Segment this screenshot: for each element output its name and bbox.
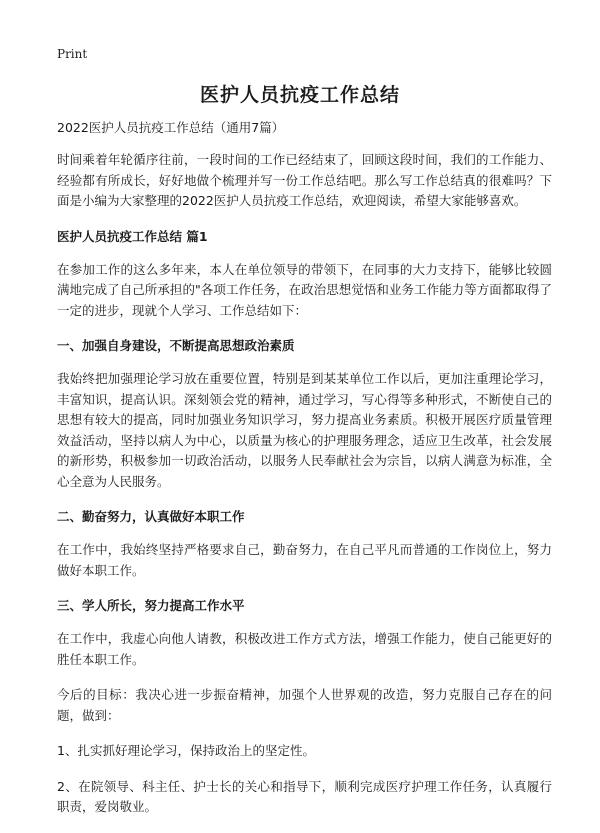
section1-paragraph: 我始终把加强理论学习放在重要位置，特别是到某某单位工作以后，更加注重理论学习，丰富知识，提高认识。深刻领会党的精神，通过学习，写心得等多种形式，不断使自己的思想有较大的提高，同时加强业务知识学习，努力提高业务素质。积极开展医疗质量管理效益活动，坚持以病人为中心，以质量为核心的护理服务理念，适应卫生改革，社会发展的新形势，积极参加一切政治活动，以服务人民奉献社会为宗旨，以病人满意为标准，全心全意为人民服务。 xyxy=(57,371,552,489)
document-subtitle: 2022医护人员抗疫工作总结（通用7篇） xyxy=(57,120,285,135)
print-label: Print xyxy=(57,47,88,61)
part1-intro-paragraph: 在参加工作的这么多年来，本人在单位领导的带领下，在同事的大力支持下，能够比较圆满地完成了自己所承担的"各项工作任务，在政治思想觉悟和业务工作能力等方面都取得了一定的进步，现就个人学习、工作总结如下： xyxy=(57,261,552,318)
section2-heading: 二、勤奋努力，认真做好本职工作 xyxy=(57,509,245,524)
part1-heading: 医护人员抗疫工作总结 篇1 xyxy=(57,228,208,244)
section3-paragraph: 在工作中，我虚心向他人请教，积极改进工作方式方法，增强工作能力，使自己能更好的胜任本职工作。 xyxy=(57,631,552,667)
intro-paragraph: 时间乘着年轮循序往前，一段时间的工作已经结束了，回顾这段时间，我们的工作能力、经验都有所成长，好好地做个梳理并写一份工作总结吧。那么写工作总结真的很难吗？下面是小编为大家整理的2022医护人员抗疫工作总结，欢迎阅读，希望大家能够喜欢。 xyxy=(57,152,552,208)
goal-item-2: 2、在院领导、科主任、护士长的关心和指导下，顺利完成医疗护理工作任务，认真履行职责，爱岗敬业。 xyxy=(57,778,552,814)
section1-heading: 一、加强自身建设，不断提高思想政治素质 xyxy=(57,338,295,353)
section2-paragraph: 在工作中，我始终坚持严格要求自己，勤奋努力，在自己平凡而普通的工作岗位上，努力做好本职工作。 xyxy=(57,542,552,578)
section3-heading: 三、学人所长，努力提高工作水平 xyxy=(57,598,245,613)
document-body xyxy=(57,118,552,833)
goal-item-1: 1、扎实抓好理论学习，保持政治上的坚定性。 xyxy=(57,743,315,758)
goals-intro-paragraph: 今后的目标：我决心进一步振奋精神，加强个人世界观的改造，努力克服自己存在的问题，做到： xyxy=(57,687,552,723)
document-title: 医护人员抗疫工作总结 xyxy=(199,84,400,106)
